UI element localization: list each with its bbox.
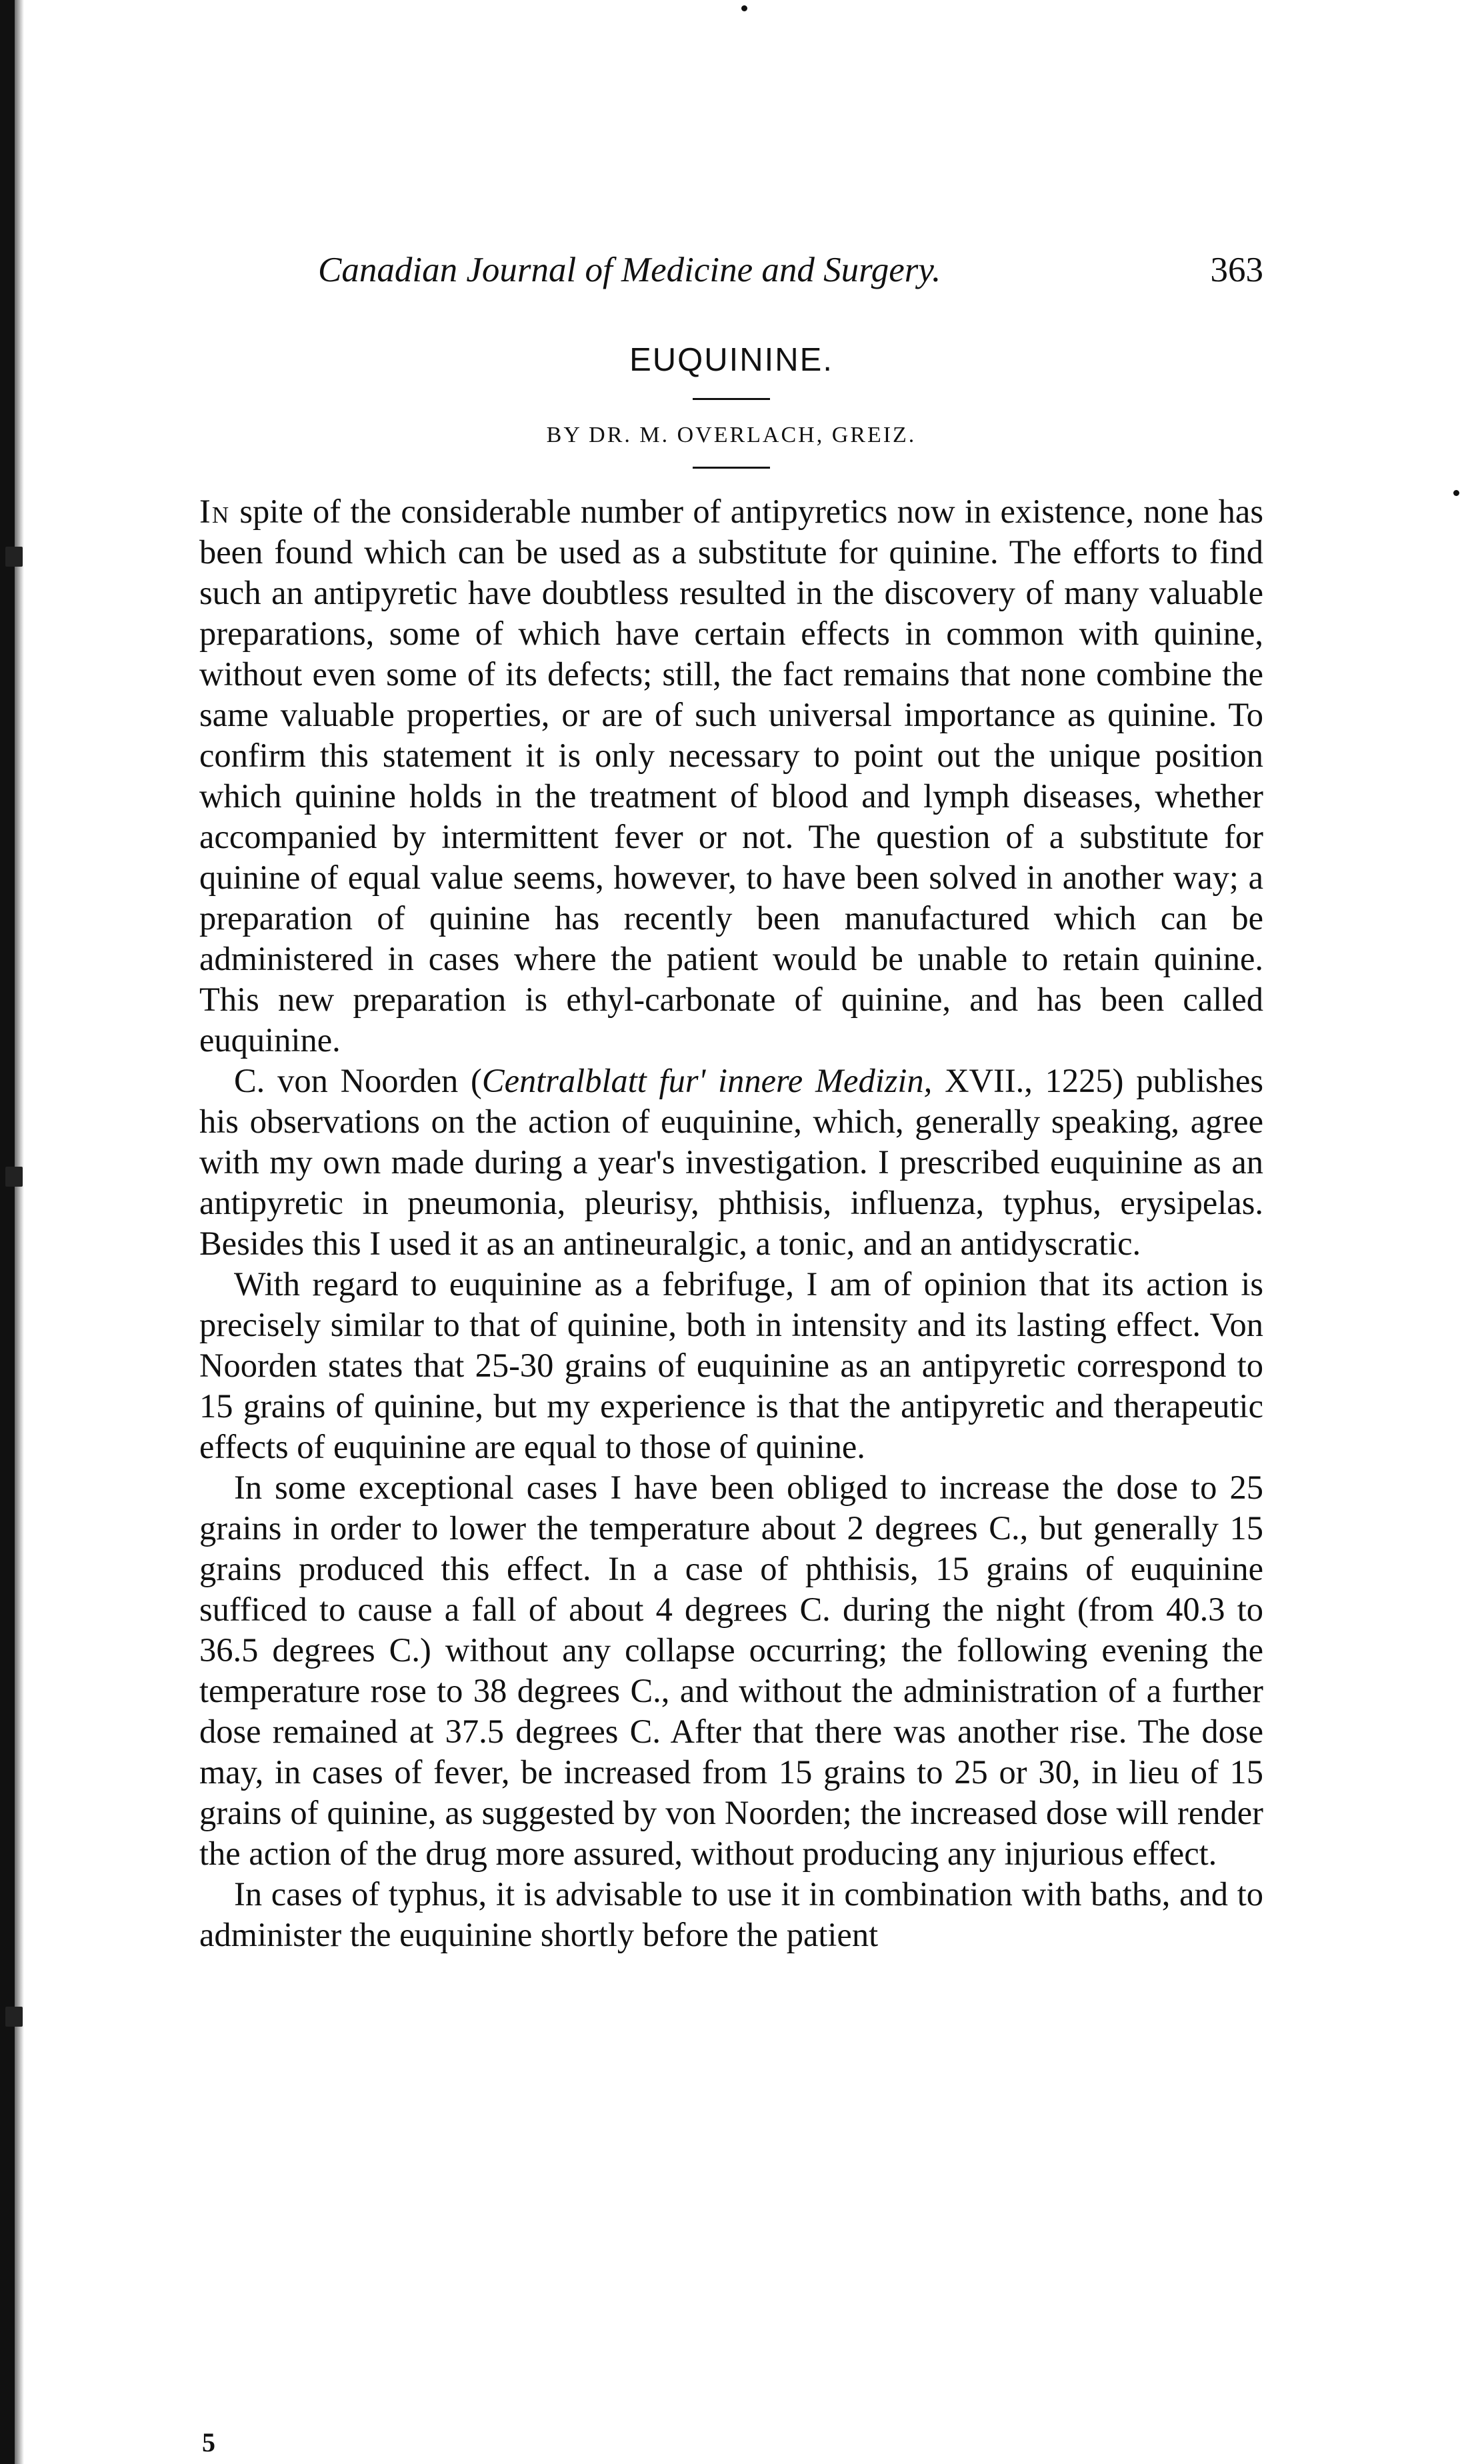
stray-ink-dot [1453, 490, 1459, 496]
paragraph-2-text-after: XVII., 1225) publishes his observations on the action of euquinine, which, generally speaking, agree with my own made during a year's investigation. I prescribed euquinine as an antipyretic in pneumonia, pleurisy, phthisis, influenza, typhus, erysipelas. Besides this I used it as an antineuralgic, a tonic, and an antidyscratic. [199, 1062, 1264, 1262]
page-binding-edge [0, 0, 15, 2464]
binding-speck [5, 1167, 23, 1187]
paragraph-1 [199, 491, 1263, 1061]
article-body [199, 491, 1263, 1955]
journal-citation: Centralblatt fur' innere Medizin, [481, 1062, 933, 1099]
stray-ink-dot [741, 5, 747, 11]
article-title: EUQUININE. [629, 342, 833, 378]
running-header [199, 240, 1263, 300]
binding-speck [5, 547, 23, 567]
paragraph-3: With regard to euquinine as a febrifuge, I am of opinion that its action is precisely similar to that of quinine, both in intensity and its lasting effect. Von Noorden states that 25-30 grains of euquinine as an antipyretic correspond to 15 grains of quinine, but my experience is that the antipyretic and therapeutic effects of euquinine are equal to those of quinine. [199, 1265, 1263, 1465]
paragraph-5: In cases of typhus, it is advisable to use it in combination with baths, and to administer the euquinine shortly before the patient [199, 1875, 1263, 1953]
page-binding-shadow [15, 0, 24, 2464]
signature-mark: 5 [202, 2427, 215, 2457]
paragraph-1-text: spite of the considerable number of antipyretics now in existence, none has been found which can be used as a substitute for quinine. The efforts to find such an antipyretic have doubtless resulted in the discovery of many valuable preparations, some of which have certain effects in common with quinine, without even some of its defects; still, the fact remains that none combine the same valuable properties, or are of such universal importance as quinine. To confirm this statement it is only necessary to point out the unique position which quinine holds in the treatment of blood and lymph diseases, whether accompanied by intermittent fever or not. The question of a substitute for quinine of equal value seems, however, to have been solved in another way; a preparation of quinine has recently been manufactured which can be administered in cases where the patient would be unable to retain quinine. This new preparation is ethyl-carbonate of quinine, and has been called euquinine. [199, 493, 1263, 1059]
paragraph-2 [199, 1061, 1263, 1264]
page-number: 363 [1210, 251, 1263, 289]
journal-page [199, 240, 1263, 1955]
byline-rule [693, 467, 770, 469]
author-byline: BY DR. M. OVERLACH, GREIZ. [546, 423, 917, 447]
paragraph-lead-word: In [199, 493, 231, 530]
title-rule [693, 398, 770, 400]
binding-speck [5, 2007, 23, 2027]
journal-title: Canadian Journal of Medicine and Surgery. [318, 251, 941, 289]
paragraph-2-text-before: C. von Noorden ( [234, 1062, 482, 1099]
paragraph-4: In some exceptional cases I have been obliged to increase the dose to 25 grains in order to lower the temperature about 2 degrees C., but generally 15 grains produced this effect. In a case of phthisis, 15 grains of euquinine sufficed to cause a fall of about 4 degrees C. during the night (from 40.3 to 36.5 degrees C.) without any collapse occurring; the following evening the temperature rose to 38 degrees C., and without the administration of a further dose remained at 37.5 degrees C. After that there was another rise. The dose may, in cases of fever, be increased from 15 grains to 25 or 30, in lieu of 15 grains of quinine, as suggested by von Noorden; the increased dose will render the action of the drug more assured, without producing any injurious effect. [199, 1469, 1263, 1872]
